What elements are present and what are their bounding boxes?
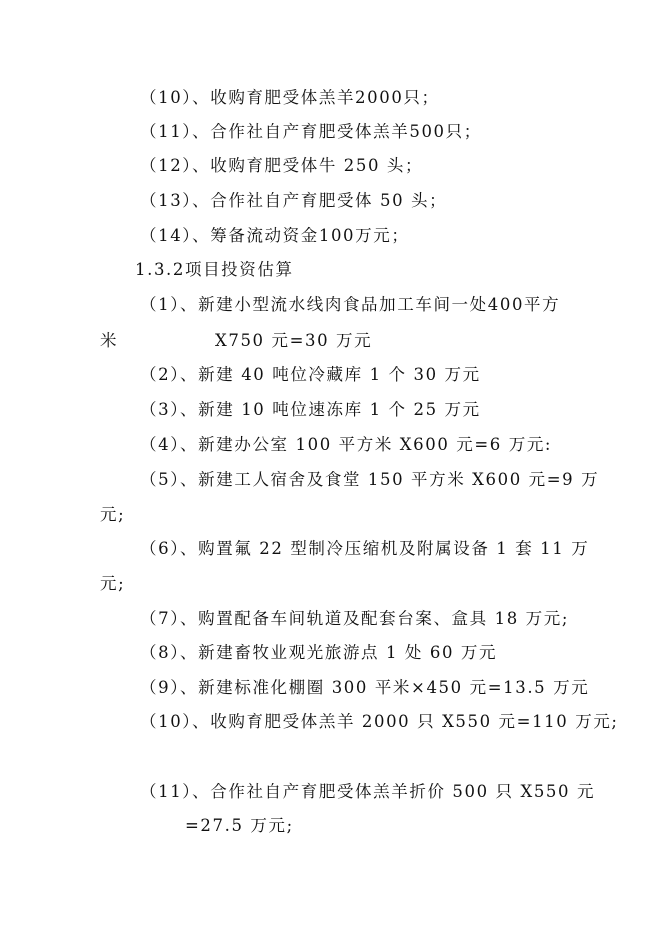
text-line: （10）、收购育肥受体羔羊 2000 只 X550 元=110 万元; [140, 712, 619, 731]
text-line: 米 [100, 331, 119, 350]
text-line: （3）、新建 10 吨位速冻库 1 个 25 万元 [140, 400, 481, 419]
text-line: （2）、新建 40 吨位冷藏库 1 个 30 万元 [140, 365, 481, 384]
text-line: （10）、收购育肥受体羔羊2000只； [140, 88, 440, 107]
text-line: （4）、新建办公室 100 平方米 X600 元=6 万元: [140, 435, 553, 454]
text-line: （1）、新建小型流水线肉食品加工车间一处400平方 [140, 295, 561, 314]
text-line: （11）、合作社自产育肥受体羔羊500只； [140, 122, 482, 141]
text-line: （9）、新建标准化棚圈 300 平米×450 元=13.5 万元 [140, 678, 590, 697]
text-line: （8）、新建畜牧业观光旅游点 1 处 60 万元 [140, 643, 498, 662]
text-line: （13）、合作社自产育肥受体 50 头； [140, 191, 448, 210]
text-line: X750 元=30 万元 [215, 331, 373, 350]
text-line: 元; [100, 574, 126, 593]
text-line: （5）、新建工人宿舍及食堂 150 平方米 X600 元=9 万 [140, 470, 600, 489]
text-line: =27.5 万元; [185, 816, 294, 835]
text-line: （11）、合作社自产育肥受体羔羊折价 500 只 X550 元 [140, 782, 596, 801]
text-line: （12）、收购育肥受体牛 250 头； [140, 156, 424, 175]
section-heading: 1.3.2项目投资估算 [135, 260, 294, 279]
text-line: （6）、购置氟 22 型制冷压缩机及附属设备 1 套 11 万 [140, 539, 590, 558]
text-line: （7）、购置配备车间轨道及配套台案、盒具 18 万元; [140, 609, 569, 628]
text-line: 元; [100, 505, 126, 524]
text-line: （14）、筹备流动资金100万元； [140, 226, 410, 245]
